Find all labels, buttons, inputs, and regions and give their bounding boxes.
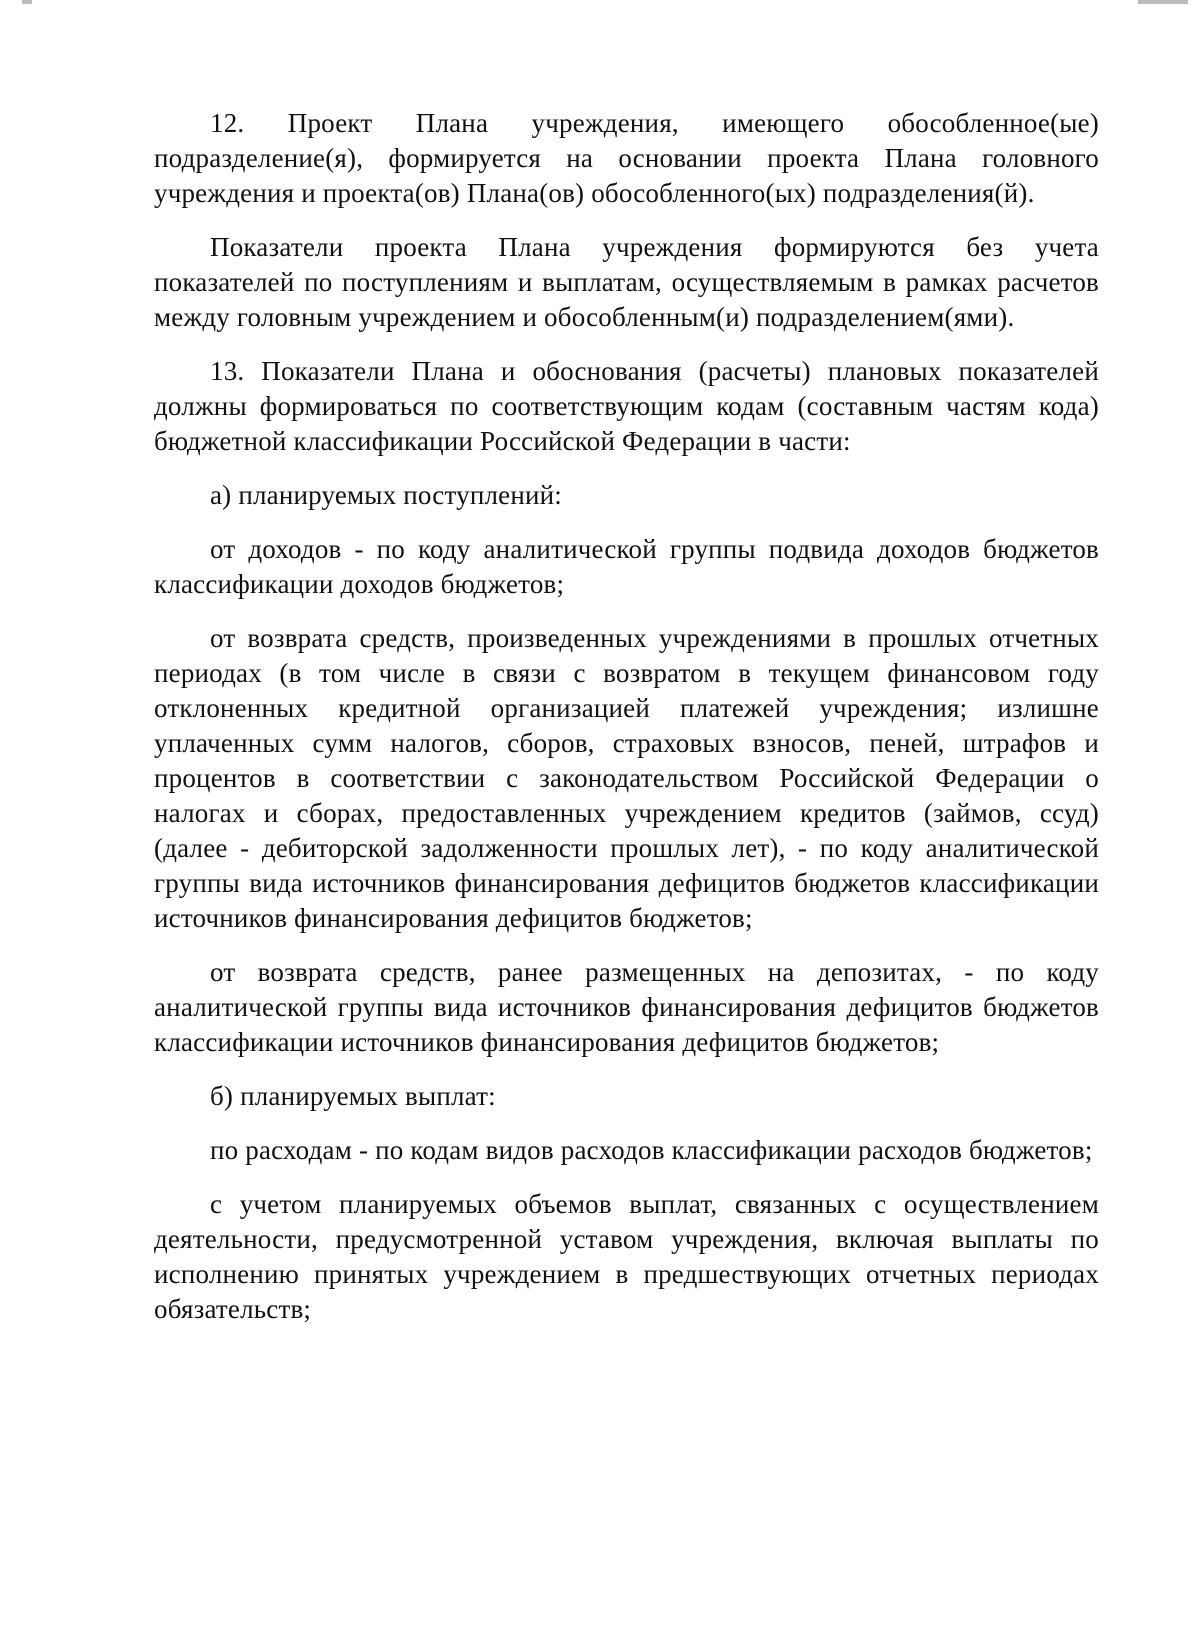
document-body xyxy=(154,106,1099,1346)
paragraph-planned-receipts: а) планируемых поступлений: xyxy=(210,480,562,510)
scan-artifact xyxy=(1138,0,1188,4)
paragraph-12: 12. Проект Плана учреждения, имеющего обособленное(ые) подразделение(я), формируется на основании проекта Плана головного учреждения и проекта(ов) Плана(ов) обособленного(ых) подразделения(й). xyxy=(154,108,1099,208)
paragraph-by-expenses: по расходам - по кодам видов расходов классификации расходов бюджетов; xyxy=(210,1135,1093,1165)
paragraph-from-refund: от возврата средств, произведенных учреждениями в прошлых отчетных периодах (в том числе в связи с возвратом в текущем финансовом году отклоненных кредитной организацией платежей учреждения; излишне уплаченных сумм налогов, сборов, страховых взносов, пеней, штрафов и процентов в соответствии с законодательством Российской Федерации о налогах и сборах, предоставленных учреждением кредитов (займов, ссуд) (далее - дебиторской задолженности прошлых лет), - по коду аналитической группы вида источников финансирования дефицитов бюджетов классификации источников финансирования дефицитов бюджетов; xyxy=(154,623,1099,933)
paragraph-indicators: Показатели проекта Плана учреждения формируются без учета показателей по поступлениям и выплатам, осуществляемым в рамках расчетов между головным учреждением и обособленным(и) подразделением(ями). xyxy=(154,232,1099,332)
paragraph-from-deposits: от возврата средств, ранее размещенных на депозитах, - по коду аналитической группы вида источников финансирования дефицитов бюджетов классификации источников финансирования дефицитов бюджетов; xyxy=(154,957,1099,1057)
paragraph-13: 13. Показатели Плана и обоснования (расчеты) плановых показателей должны формироваться по соответствующим кодам (составным частям кода) бюджетной классификации Российской Федерации в части: xyxy=(154,356,1099,456)
paragraph-from-income: от доходов - по коду аналитической группы подвида доходов бюджетов классификации доходов бюджетов; xyxy=(154,534,1099,599)
paragraph-planned-payments: б) планируемых выплат: xyxy=(210,1081,496,1111)
paragraph-with-account: с учетом планируемых объемов выплат, связанных с осуществлением деятельности, предусмотренной уставом учреждения, включая выплаты по исполнению принятых учреждением в предшествующих отчетных периодах обязательств; xyxy=(154,1189,1099,1324)
scan-artifact xyxy=(22,0,32,4)
